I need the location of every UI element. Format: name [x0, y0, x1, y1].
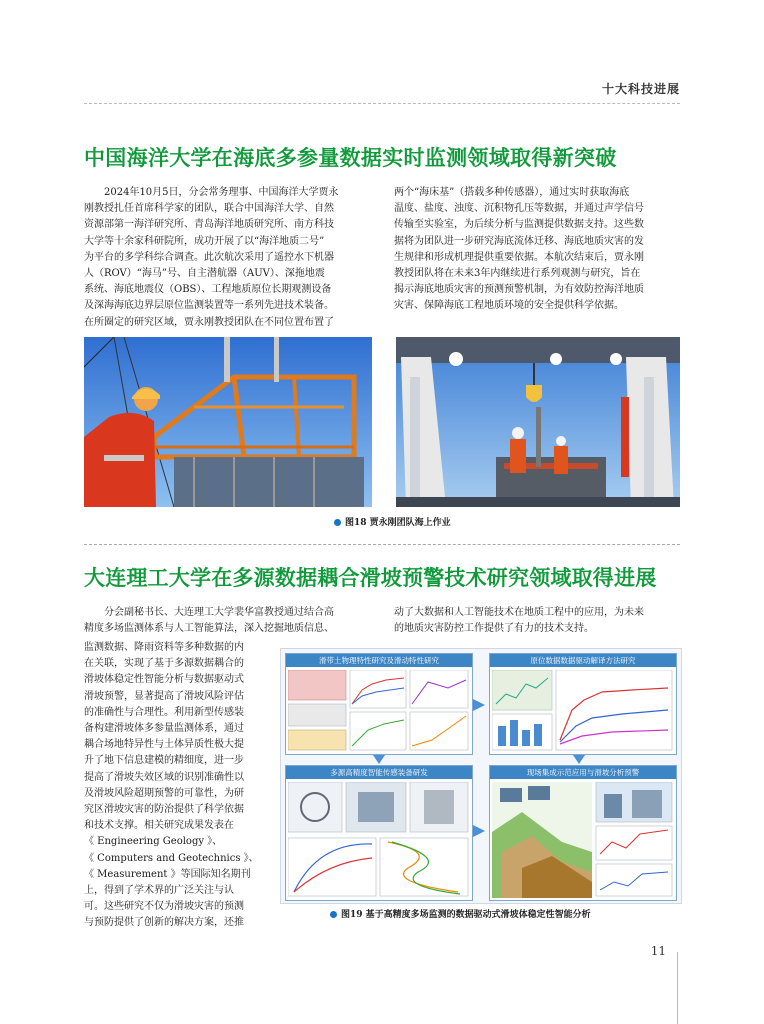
article1-body-line: 在所圈定的研究区域，贾永刚教授团队在不同位置布置了: [84, 316, 334, 328]
article1-body-line: 据将为团队进一步研究海底流体迁移、海底地质灾害的发: [394, 235, 644, 247]
article1-body-line: 及深海海底边界层原位监测装置等一系列先进技术装备。: [84, 300, 334, 312]
article2-body-line: 分会副秘书长、大连理工大学裴华富教授通过结合高: [104, 607, 334, 618]
article1-body-line: 大学等十余家科研院所，成功开展了以“海洋地质二号”: [84, 235, 325, 247]
figure-panel-2: [489, 653, 677, 755]
article1-body-line: 人（ROV）“海马”号、自主潜航器（AUV）、深拖地震: [84, 268, 325, 280]
article1-column-right: [394, 185, 680, 315]
section-divider: [84, 544, 680, 545]
arrow-down-icon: [373, 755, 385, 764]
article2-narrow-column: [84, 640, 272, 932]
article1-body-line: 温度、盐度、浊度、沉积物孔压等数据，并通过声学信号: [394, 203, 644, 215]
article2-body-line: 耦合场地特异性与土体异质性极大提: [84, 739, 244, 751]
article1-body-line: 系统、海底地震仪（OBS）、工程地质原位长期观测设备: [84, 284, 332, 296]
arrow-right-icon: [473, 825, 485, 837]
article1-body-line: 教授团队将在未来3年内继续进行系列观测与研究，旨在: [394, 268, 641, 280]
figure-panel-1-title: 滑带土物理特性研究及滑动特性研究: [286, 654, 472, 667]
article2-body-line: 升了地下信息建模的精细度，进一步: [84, 755, 244, 767]
article1-body-line: 生规律和形成机理提供重要依据。本航次结束后，贾永刚: [394, 251, 644, 263]
article1-body-line: 2024年10月5日，分会常务理事、中国海洋大学贾永: [104, 187, 339, 198]
article2-body-line: 的准确性与合理性。利用新型传感装: [84, 706, 244, 718]
figure19-diagram: [280, 648, 682, 904]
page-number: 11: [650, 944, 666, 958]
article2-body-line: 滑坡预警，显著提高了滑坡风险评估: [84, 690, 244, 702]
article2-body-line: 动了大数据和人工智能技术在地质工程中的应用，为未来: [394, 607, 644, 618]
figure-panel-4-title: 现场集成示范应用与滑坡分析预警: [490, 766, 676, 779]
article1-body-line: 传输至实验室，为后续分析与监测提供数据支持。这些数: [394, 219, 644, 231]
article2-body-line: 精度多场监测体系与人工智能算法，深入挖掘地质信息、: [84, 623, 334, 635]
article2-body-line: 和技术支撑。相关研究成果发表在: [84, 820, 234, 832]
article2-body-line: 《 Engineering Geology 》、: [84, 836, 223, 848]
article2-body-line: 上，得到了学术界的广泛关注与认: [84, 885, 234, 897]
photo-offshore-rig-worker: [84, 337, 372, 507]
article1-title: 中国海洋大学在海底多参量数据实时监测领域取得新突破: [84, 146, 617, 170]
article1-body-line: 灾害、保障海底工程地质环境的安全提供科学依据。: [394, 300, 624, 312]
article2-body-line: 监测数据、降雨资料等多种数据的内: [84, 642, 244, 653]
article1-body-line: 刚教授扎任首席科学家的团队，联合中国海洋大学、自然: [84, 203, 334, 215]
figure-panel-2-title: 原位数据数据驱动解译方法研究: [490, 654, 676, 667]
bullet-dot-icon: [334, 519, 341, 526]
figure19-caption: 图19 基于高精度多场监测的数据驱动式滑坡体稳定性智能分析: [330, 907, 591, 920]
article1-body-line: 为平台的多学科综合调查。此次航次采用了遥控水下机器: [84, 251, 334, 263]
article2-body-line: 滑坡体稳定性智能分析与数据驱动式: [84, 674, 244, 686]
article1-body-line: 资源部第一海洋研究所、青岛海洋地质研究所、南方科技: [84, 219, 334, 231]
figure-panel-4: [489, 765, 677, 901]
header-divider: [84, 103, 680, 104]
article1-body-line: 揭示海底地质灾害的预测预警机制，为有效防控海洋地质: [394, 284, 644, 296]
figure-panel-3: [285, 765, 473, 901]
article2-body-line: 《 Computers and Geotechnics 》、: [84, 852, 259, 864]
article2-body-line: 提高了滑坡失效区域的识别准确性以: [84, 771, 244, 783]
arrow-right-icon: [473, 699, 485, 711]
article2-body-line: 及滑坡风险超期预警的可靠性，为研: [84, 787, 244, 799]
article2-body-line: 可。这些研究不仅为滑坡灾害的预测: [84, 901, 244, 913]
footer-rule: [677, 952, 678, 1024]
article2-top-right: [394, 605, 680, 637]
figure-panel-3-title: 多源高精度智能传感装备研发: [286, 766, 472, 779]
article2-body-line: 的地质灾害防控工作提供了有力的技术支持。: [394, 623, 594, 635]
photo-deck-operations: [396, 337, 680, 507]
bullet-dot-icon: [330, 911, 337, 918]
arrow-down-icon: [573, 755, 585, 764]
article2-body-line: 《 Measurement 》等国际知名期刊: [84, 868, 251, 880]
article2-body-line: 在关联，实现了基于多源数据耦合的: [84, 658, 244, 670]
figure-panel-1: [285, 653, 473, 755]
section-label: 十大科技进展: [601, 82, 680, 96]
article2-title: 大连理工大学在多源数据耦合滑坡预警技术研究领域取得进展: [84, 566, 657, 590]
article2-body-line: 备构建滑坡体多参量监测体系，通过: [84, 723, 244, 735]
article2-body-line: 与预防提供了创新的解决方案，还推: [84, 917, 244, 929]
figure18-caption: 图18 贾永刚团队海上作业: [334, 515, 451, 528]
article2-top-left: [84, 605, 370, 637]
article1-column-left: [84, 185, 370, 331]
article2-body-line: 究区滑坡灾害的防治提供了科学依据: [84, 804, 244, 816]
article1-body-line: 两个“海床基”（搭载多种传感器），通过实时获取海底: [394, 187, 630, 198]
